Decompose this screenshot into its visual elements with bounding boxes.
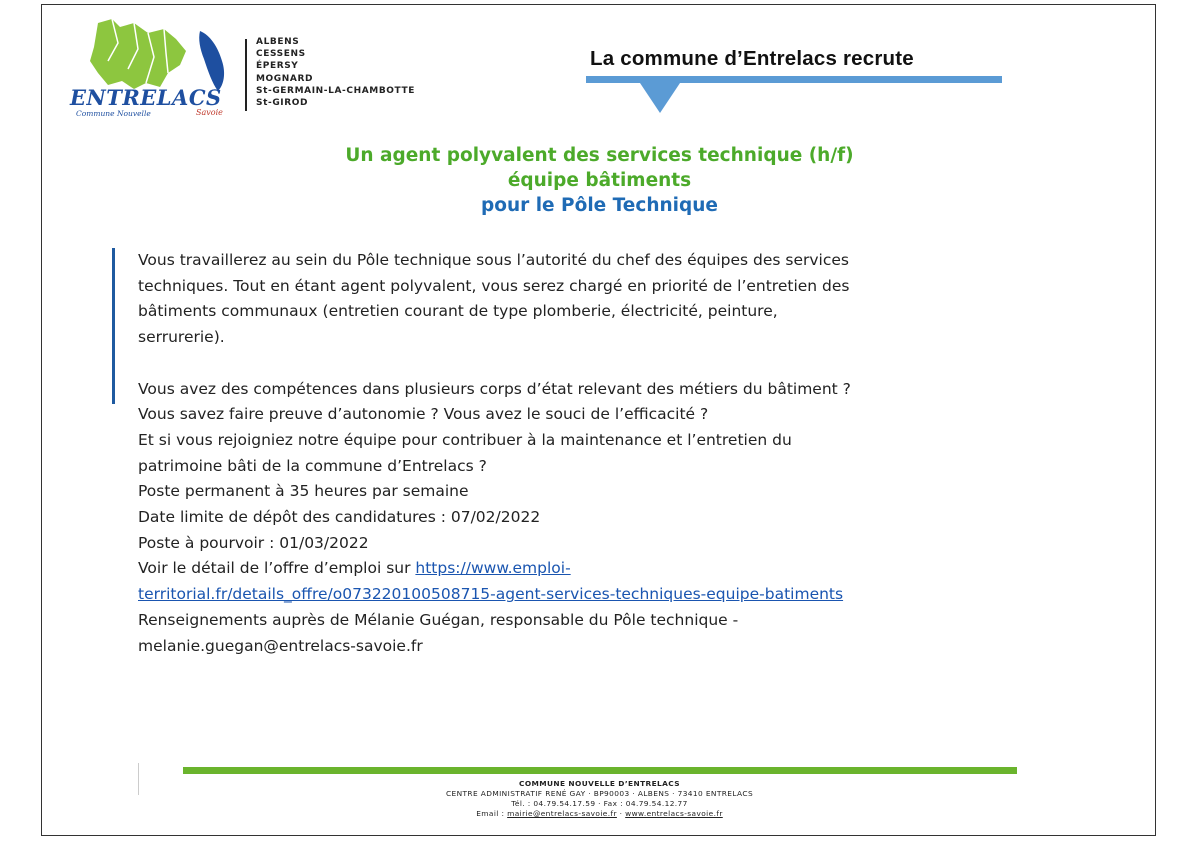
description-line: Et si vous rejoigniez notre équipe pour contribuer à la maintenance et l’entretien du xyxy=(138,430,792,449)
offer-prefix: Voir le détail de l’offre d’emploi sur xyxy=(138,559,416,578)
page-title: La commune d’Entrelacs recrute xyxy=(590,47,914,70)
village-st-girod: St-GIROD xyxy=(256,98,309,109)
village-st-germain: St-GERMAIN-LA-CHAMBOTTE xyxy=(256,85,415,96)
offer-link-continued[interactable]: territorial.fr/details_offre/o073220100508715-agent-services-techniques-equipe-batiments xyxy=(138,585,844,604)
footer-org-name: COMMUNE NOUVELLE D’ENTRELACS xyxy=(519,779,680,788)
contact-line: Renseignements auprès de Mélanie Guégan, responsable du Pôle technique - xyxy=(138,610,739,629)
village-epersy: ÉPERSY xyxy=(256,61,299,72)
description-line: Vous avez des compétences dans plusieurs corps d’état relevant des métiers du bâtiment ? xyxy=(138,379,851,398)
contract-type: Poste permanent à 35 heures par semaine xyxy=(138,482,469,501)
application-deadline: Date limite de dépôt des candidatures : 07/02/2022 xyxy=(138,508,541,527)
footer-email-link[interactable]: mairie@entrelacs-savoie.fr xyxy=(507,809,617,818)
contact-email: melanie.guegan@entrelacs-savoie.fr xyxy=(138,636,423,655)
job-title-line-3: pour le Pôle Technique xyxy=(481,195,718,216)
footer xyxy=(42,779,1157,819)
description-line: patrimoine bâti de la commune d’Entrelacs ? xyxy=(138,456,487,475)
village-list xyxy=(256,36,415,109)
description-line: techniques. Tout en étant agent polyvalent, vous serez chargé en priorité de l’entretien des xyxy=(138,276,850,295)
logo-subtitle: Commune Nouvelle xyxy=(76,109,151,118)
description-line: bâtiments communaux (entretien courant de type plomberie, électricité, peinture, xyxy=(138,302,778,321)
offer-link-line xyxy=(138,582,1138,608)
footer-website-link[interactable]: www.entrelacs-savoie.fr xyxy=(625,809,723,818)
village-mognard: MOGNARD xyxy=(256,73,314,84)
down-arrow-icon xyxy=(640,83,680,113)
offer-line xyxy=(138,556,1138,582)
logo-divider xyxy=(245,39,247,111)
village-albens: ALBENS xyxy=(256,37,300,47)
footer-bar xyxy=(183,767,1017,774)
job-title-line-1: Un agent polyvalent des services technique (h/f) xyxy=(345,145,854,166)
description-line: Vous travaillerez au sein du Pôle technique sous l’autorité du chef des équipes des services xyxy=(138,251,849,269)
offer-link[interactable]: https://www.emploi- xyxy=(415,559,571,578)
job-description xyxy=(138,248,1138,659)
footer-phone: Tél. : 04.79.54.17.59 · Fax : 04.79.54.12.77 xyxy=(511,799,688,808)
flyer-page xyxy=(41,4,1156,836)
description-line: Vous savez faire preuve d’autonomie ? Vous avez le souci de l’efficacité ? xyxy=(138,405,709,424)
footer-separator: · xyxy=(616,809,626,818)
footer-contact xyxy=(42,809,1157,819)
footer-email-label: Email : xyxy=(476,809,508,818)
entrelacs-logo xyxy=(68,13,243,118)
job-title-line-2: équipe bâtiments xyxy=(507,170,692,191)
logo-wordmark: ENTRELACS xyxy=(70,85,222,110)
title-underline-bar xyxy=(586,76,1002,83)
village-cessens: CESSENS xyxy=(256,49,306,60)
description-line: serrurerie). xyxy=(138,328,225,347)
footer-address: CENTRE ADMINISTRATIF RENÉ GAY · BP90003 · ALBENS · 73410 ENTRELACS xyxy=(445,789,754,798)
start-date: Poste à pourvoir : 01/03/2022 xyxy=(138,533,369,552)
accent-bar xyxy=(112,248,115,404)
paragraph-gap xyxy=(138,351,1138,377)
logo-region: Savoie xyxy=(196,108,223,117)
